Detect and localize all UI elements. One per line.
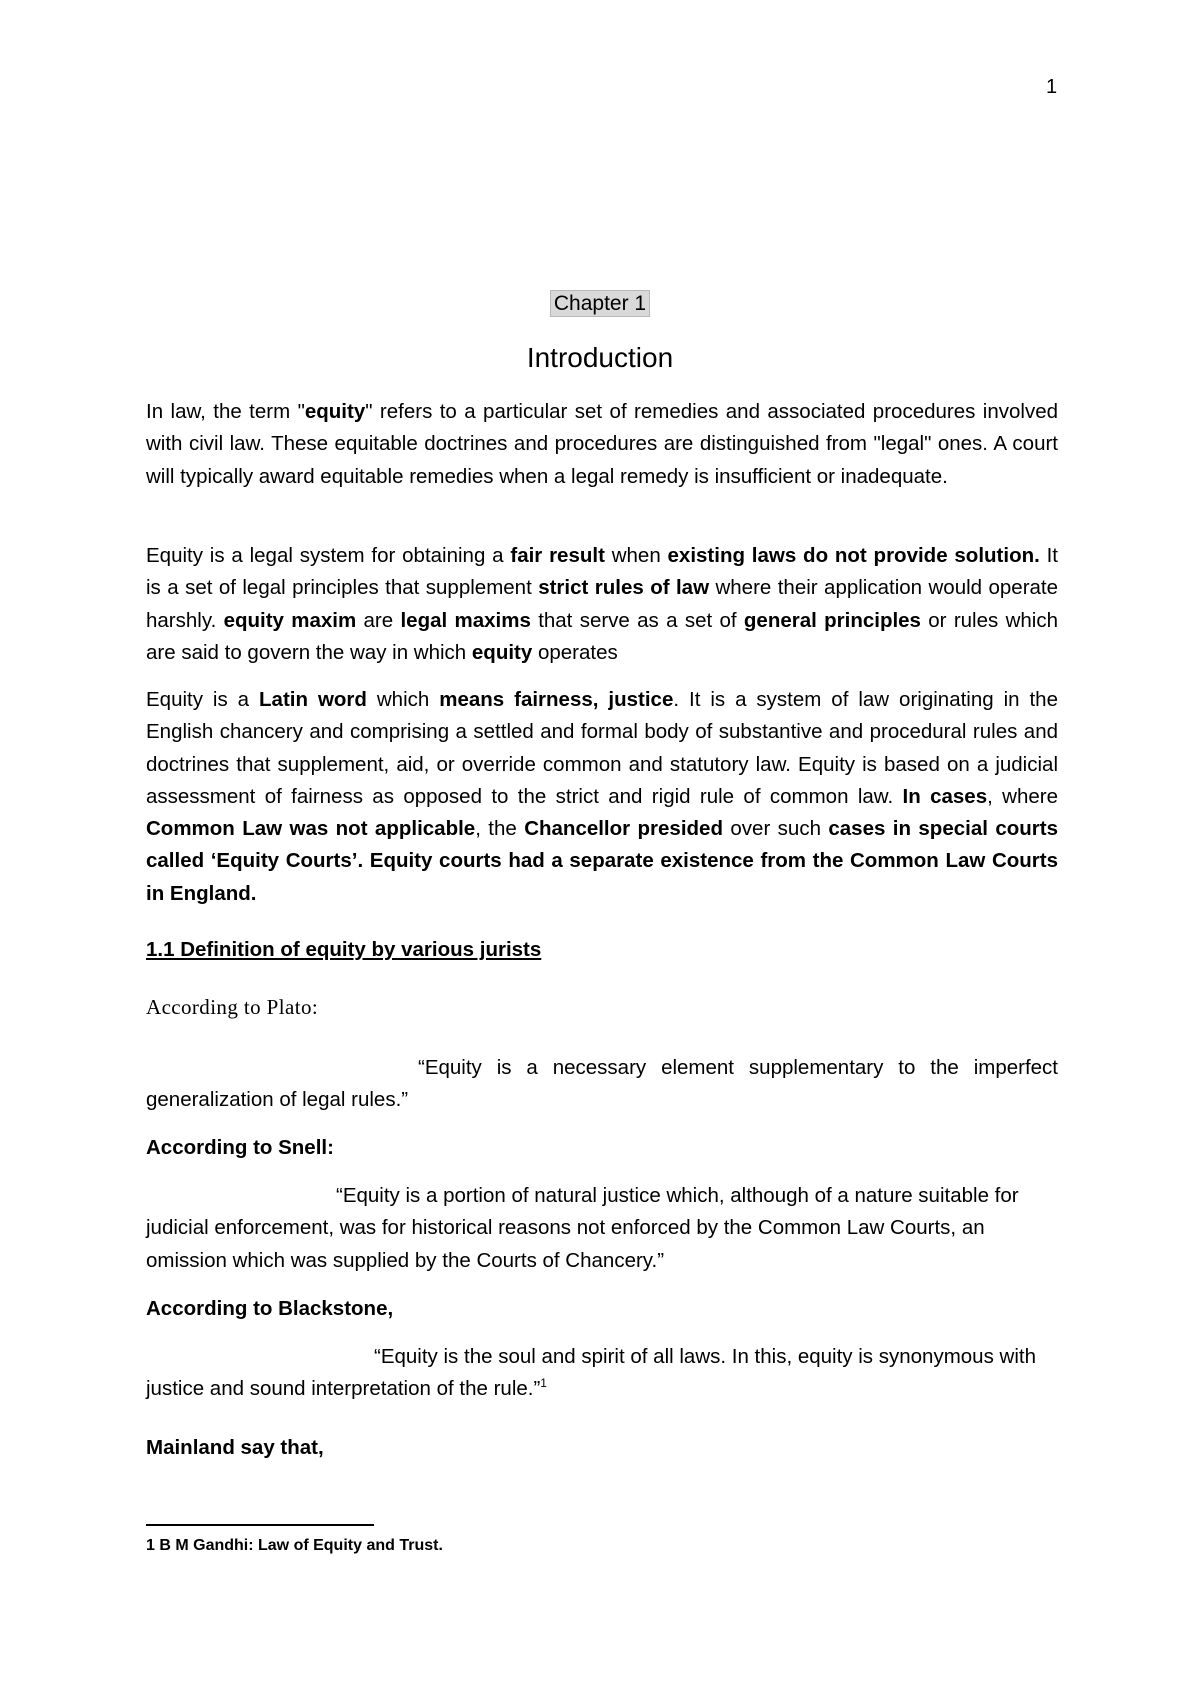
section-heading: 1.1 Definition of equity by various jurists bbox=[146, 938, 542, 961]
footnote-separator bbox=[146, 1524, 374, 1526]
text-run: where their application would operate harshly. bbox=[146, 576, 1059, 632]
text-run: , the bbox=[475, 817, 525, 841]
bold-run: Latin word bbox=[259, 688, 367, 711]
bold-run: means fairness, justice bbox=[439, 688, 674, 711]
bold-run: existing laws do not provide solution. bbox=[667, 544, 1040, 567]
text-run: It is a set of legal principles that supplement bbox=[146, 544, 1059, 600]
bold-run: strict rules of law bbox=[538, 576, 710, 600]
text-run: or rules which are said to govern the way in which bbox=[146, 608, 1058, 664]
text-run: that serve as a set of bbox=[530, 608, 744, 632]
paragraph-latin-origin bbox=[146, 684, 1058, 910]
page-title: Introduction bbox=[526, 342, 674, 373]
footnote-reference[interactable]: 1 bbox=[540, 1376, 547, 1391]
text-run: . It is a system of law originating in the English chancery and comprising a settled and formal body of substantive and procedural rules and doctrines that supplement, aid, or override common and statutory law. Equity is based on a judicial assessment of fairness as opposed to the strict and rigid rule of common law. bbox=[146, 688, 1058, 808]
text-run: , where bbox=[987, 784, 1058, 808]
bold-run: equity bbox=[471, 640, 533, 664]
snell-quote: “Equity is a portion of natural justice which, although of a nature suitable for judicial enforcement, was for historical reasons not enforced by the Common Law Courts, an omission which was supplied by the Courts of Chancery.” bbox=[146, 1184, 1019, 1272]
footnote-text: 1 B M Gandhi: Law of Equity and Trust. bbox=[146, 1537, 443, 1554]
text-run: Equity is a legal system for obtaining a bbox=[146, 544, 511, 567]
paragraph-equity-definition bbox=[146, 396, 1058, 493]
blackstone-quote-text: “Equity is the soul and spirit of all laws. In this, equity is synonymous with justice and sound interpretation of the rule.” bbox=[146, 1345, 1036, 1401]
chapter-label-text: Chapter 1 bbox=[550, 290, 650, 317]
plato-quote: “Equity is a necessary element supplementary to the imperfect generalization of legal rules.” bbox=[146, 1056, 1058, 1112]
bold-run: fair result bbox=[510, 544, 605, 567]
bold-run: Common Law was not applicable bbox=[146, 817, 476, 841]
plato-label: According to Plato: bbox=[146, 995, 319, 1019]
bold-run: equity bbox=[304, 400, 366, 423]
text-run: operates bbox=[532, 640, 618, 664]
text-run: when bbox=[604, 544, 668, 567]
bold-run: Chancellor presided bbox=[524, 817, 723, 841]
text-run: " refers to a particular set of remedies and associated procedures involved with civil law. These equitable doctrines and procedures are distinguished from "legal" ones. A court will typically award equitable remedies when a legal remedy is insufficient or inadequate. bbox=[146, 400, 1058, 488]
snell-label: According to Snell: bbox=[146, 1136, 334, 1159]
bold-run: general principles bbox=[743, 608, 921, 632]
bold-run: In cases bbox=[902, 784, 988, 808]
text-run: are bbox=[356, 608, 401, 632]
chapter-label bbox=[0, 292, 1200, 316]
blackstone-label: According to Blackstone, bbox=[146, 1297, 394, 1320]
bold-run: equity maxim bbox=[223, 608, 357, 632]
text-run: which bbox=[366, 688, 440, 711]
page-number: 1 bbox=[1046, 76, 1058, 98]
text-run: over such bbox=[722, 817, 829, 841]
blackstone-quote bbox=[146, 1341, 1058, 1406]
mainland-label: Mainland say that, bbox=[146, 1436, 324, 1459]
bold-run: legal maxims bbox=[400, 608, 531, 632]
paragraph-legal-system bbox=[146, 540, 1058, 669]
bold-run: cases in special courts called ‘Equity Courts’. Equity courts had a separate existence from the Common Law Courts in England. bbox=[146, 817, 1058, 905]
text-run: Equity is a bbox=[146, 688, 260, 711]
text-run: In law, the term " bbox=[146, 400, 305, 423]
